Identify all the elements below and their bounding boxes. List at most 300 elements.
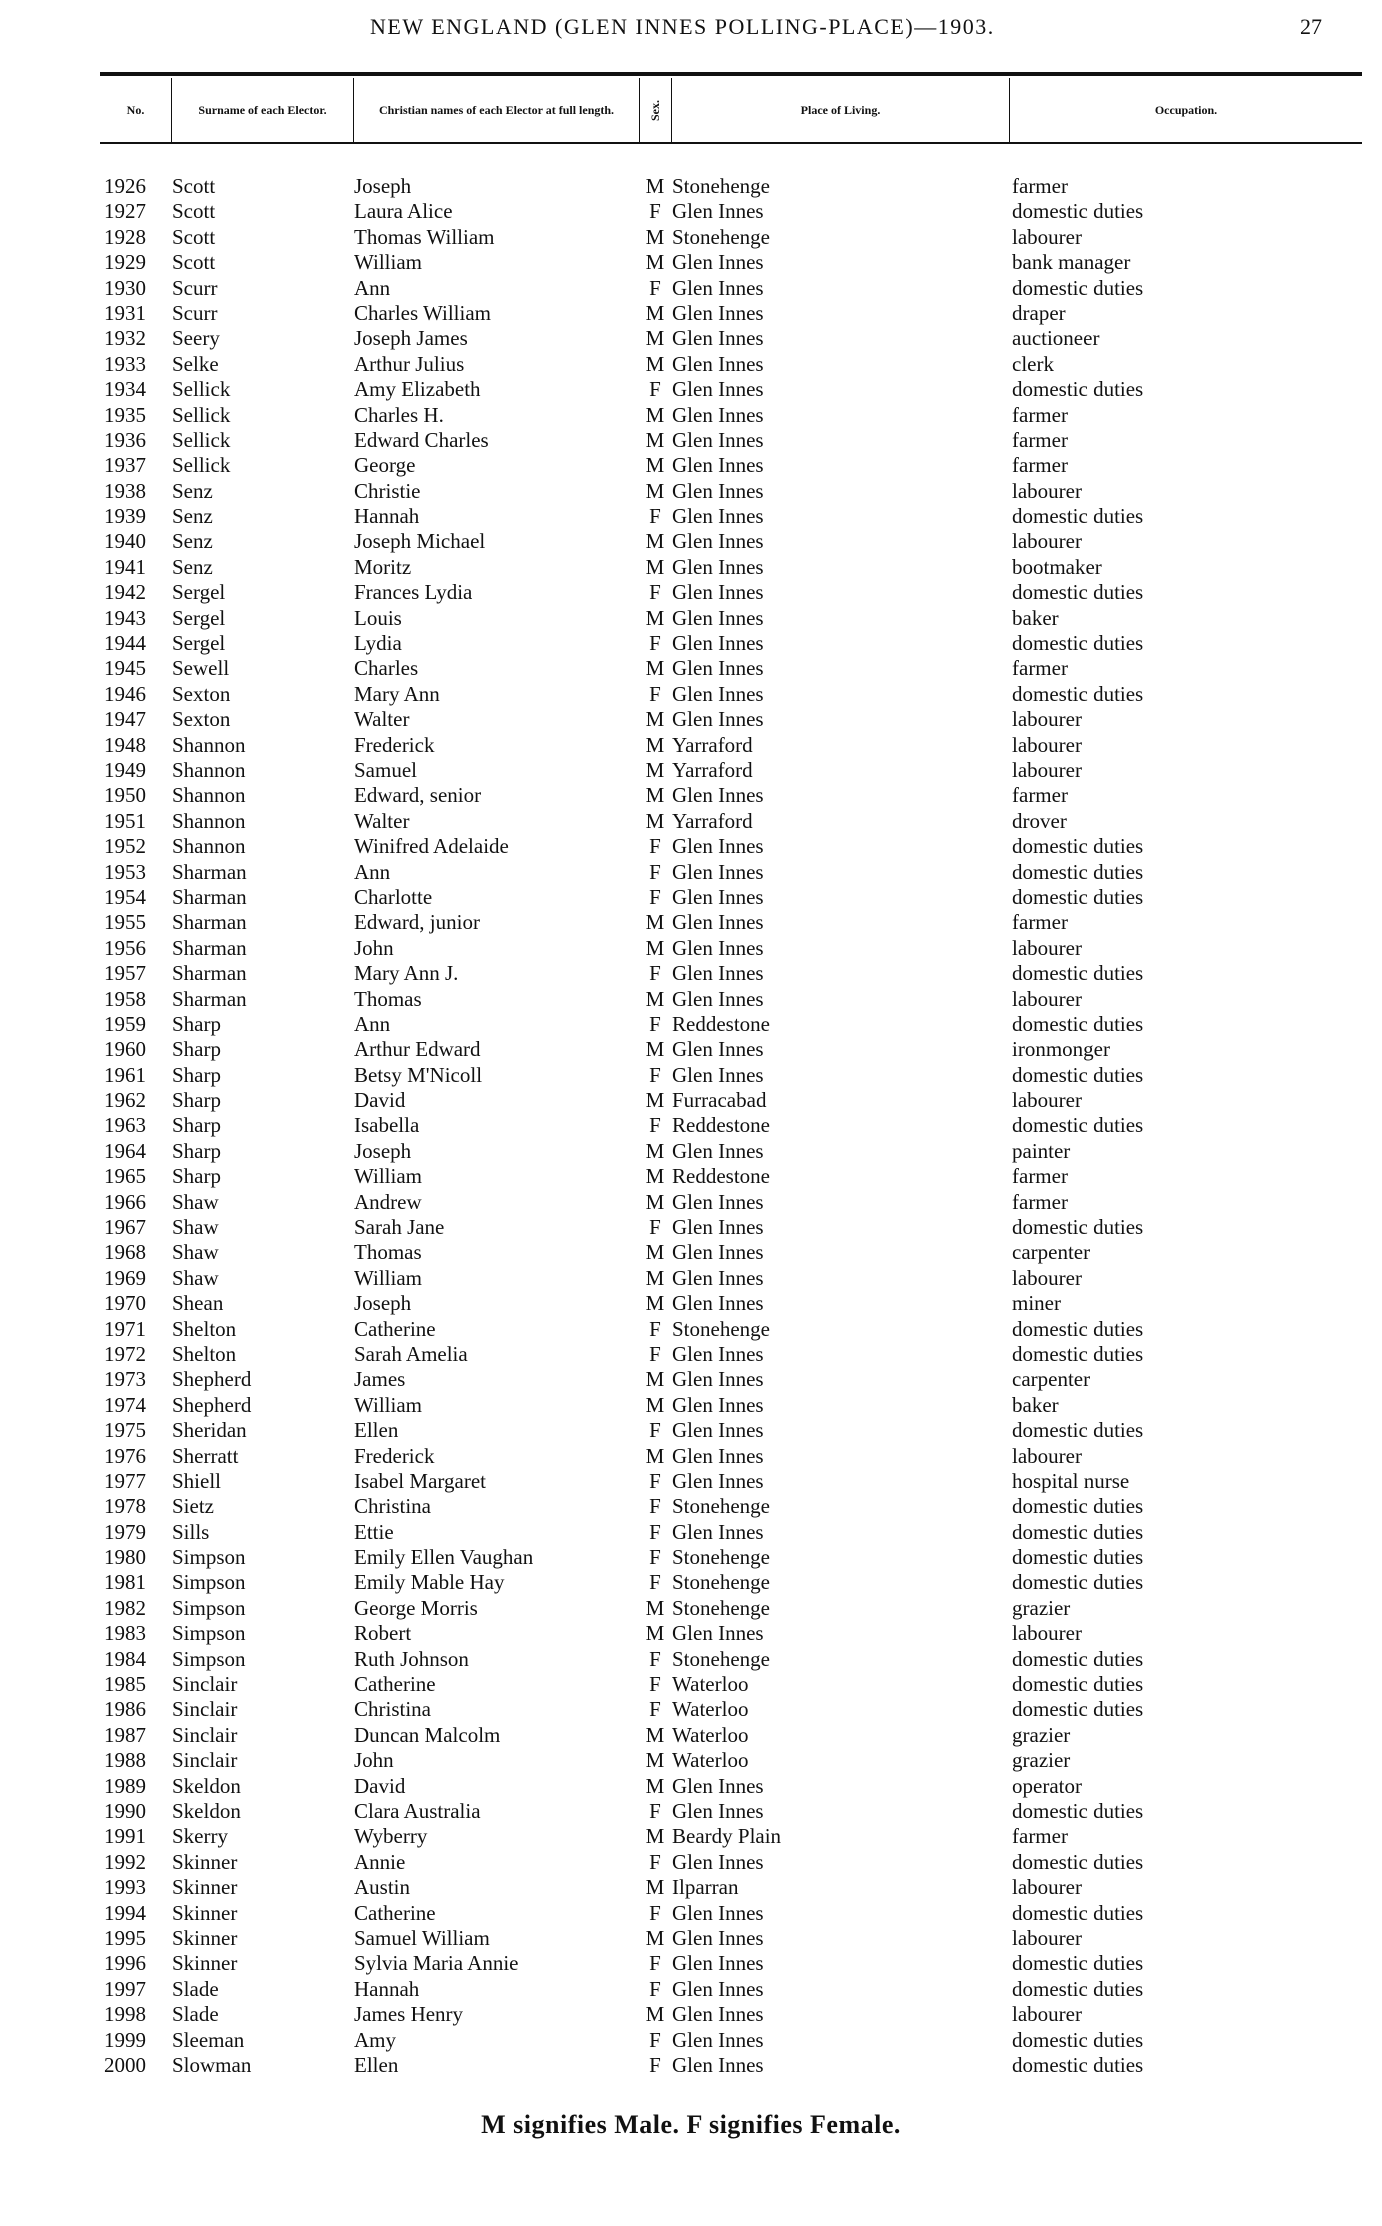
table-row — [100, 733, 1362, 758]
elector-surname: Sharp — [172, 1062, 221, 1087]
elector-occupation: domestic duties — [1012, 1545, 1144, 1570]
elector-place-of-living: Waterloo — [672, 1722, 749, 1747]
table-row — [100, 479, 1362, 504]
elector-place-of-living: Glen Innes — [672, 1189, 764, 1214]
table-row — [100, 225, 1362, 250]
table-row — [100, 1393, 1362, 1418]
elector-surname: Skinner — [172, 1849, 238, 1874]
elector-christian-names: Christina — [354, 1494, 431, 1519]
elector-sex: M — [645, 1925, 665, 1950]
column-header-surname: Surname of each Elector. — [172, 78, 354, 142]
elector-occupation: domestic duties — [1012, 1849, 1144, 1874]
elector-sex: M — [645, 910, 665, 935]
elector-surname: Sietz — [172, 1494, 214, 1519]
elector-number: 1930 — [104, 275, 146, 300]
elector-number: 2000 — [104, 2052, 146, 2077]
elector-sex: M — [645, 529, 665, 554]
table-row — [100, 199, 1362, 224]
elector-sex: M — [645, 1164, 665, 1189]
elector-occupation: labourer — [1012, 1088, 1082, 1113]
elector-christian-names: Clara Australia — [354, 1799, 481, 1823]
elector-sex: F — [649, 884, 661, 909]
table-row — [100, 1520, 1362, 1545]
elector-number: 1963 — [104, 1113, 146, 1138]
elector-number: 1948 — [104, 732, 146, 757]
elector-sex: M — [645, 554, 665, 579]
table-row — [100, 1799, 1362, 1824]
elector-sex: M — [645, 1621, 665, 1646]
elector-sex: F — [649, 2052, 661, 2077]
table-row — [100, 783, 1362, 808]
elector-place-of-living: Glen Innes — [672, 935, 764, 960]
elector-place-of-living: Glen Innes — [672, 1925, 764, 1950]
elector-number: 1938 — [104, 478, 146, 503]
elector-occupation: farmer — [1012, 174, 1068, 198]
table-row — [100, 1164, 1362, 1189]
elector-christian-names: Moritz — [354, 554, 412, 579]
elector-sex: F — [649, 1062, 661, 1087]
elector-sex: M — [645, 427, 665, 452]
elector-number: 1926 — [104, 174, 146, 198]
elector-number: 1975 — [104, 1418, 146, 1443]
elector-surname: Sexton — [172, 681, 231, 706]
elector-christian-names: Ellen — [354, 2052, 399, 2077]
elector-christian-names: Edward, junior — [354, 910, 480, 935]
elector-christian-names: Robert — [354, 1621, 412, 1646]
elector-place-of-living: Glen Innes — [672, 554, 764, 579]
elector-surname: Sinclair — [172, 1722, 238, 1747]
elector-place-of-living: Glen Innes — [672, 1392, 764, 1417]
elector-number: 1952 — [104, 834, 146, 859]
elector-sex: M — [645, 707, 665, 732]
table-row — [100, 1596, 1362, 1621]
elector-place-of-living: Ilparran — [672, 1875, 739, 1900]
elector-surname: Shannon — [172, 783, 246, 808]
elector-number: 1949 — [104, 757, 146, 782]
elector-occupation: labourer — [1012, 2002, 1082, 2027]
elector-christian-names: Catherine — [354, 1672, 436, 1697]
table-row — [100, 885, 1362, 910]
elector-place-of-living: Glen Innes — [672, 1621, 764, 1646]
elector-sex: F — [649, 1976, 661, 2001]
elector-place-of-living: Reddestone — [672, 1113, 770, 1138]
elector-christian-names: Arthur Julius — [354, 351, 465, 376]
table-row — [100, 809, 1362, 834]
elector-surname: Sharp — [172, 1088, 221, 1113]
elector-place-of-living: Glen Innes — [672, 1443, 764, 1468]
elector-surname: Slade — [172, 2002, 219, 2027]
elector-occupation: domestic duties — [1012, 1494, 1144, 1519]
elector-christian-names: Andrew — [354, 1189, 422, 1214]
elector-surname: Senz — [172, 529, 213, 554]
elector-surname: Sellick — [172, 427, 231, 452]
elector-occupation: domestic duties — [1012, 1951, 1144, 1976]
table-row — [100, 1697, 1362, 1722]
table-row — [100, 1037, 1362, 1062]
elector-number: 1961 — [104, 1062, 146, 1087]
table-row — [100, 1774, 1362, 1799]
elector-sex: M — [645, 453, 665, 478]
elector-surname: Sills — [172, 1519, 210, 1544]
elector-surname: Sergel — [172, 605, 226, 630]
elector-sex: F — [649, 1418, 661, 1443]
elector-surname: Scurr — [172, 275, 218, 300]
elector-place-of-living: Yarraford — [672, 808, 753, 833]
elector-place-of-living: Glen Innes — [672, 631, 764, 656]
elector-number: 1934 — [104, 377, 146, 402]
elector-surname: Sexton — [172, 707, 231, 732]
table-row — [100, 1977, 1362, 2002]
table-row — [100, 1901, 1362, 1926]
elector-place-of-living: Glen Innes — [672, 1418, 764, 1443]
elector-occupation: bank manager — [1012, 250, 1131, 275]
top-rule — [100, 72, 1362, 76]
elector-christian-names: Samuel — [354, 757, 417, 782]
elector-occupation: domestic duties — [1012, 580, 1144, 605]
elector-place-of-living: Glen Innes — [672, 1215, 764, 1240]
elector-christian-names: Laura Alice — [354, 199, 453, 224]
elector-occupation: labourer — [1012, 1875, 1082, 1900]
elector-place-of-living: Glen Innes — [672, 1138, 764, 1163]
elector-surname: Shaw — [172, 1265, 219, 1290]
column-header-no: No. — [100, 78, 172, 142]
elector-sex: M — [645, 1824, 665, 1849]
elector-occupation: labourer — [1012, 1925, 1082, 1950]
elector-surname: Shannon — [172, 808, 246, 833]
table-row — [100, 1570, 1362, 1595]
elector-number: 1942 — [104, 580, 146, 605]
elector-place-of-living: Glen Innes — [672, 2027, 764, 2052]
elector-number: 1992 — [104, 1849, 146, 1874]
elector-occupation: domestic duties — [1012, 377, 1144, 402]
elector-christian-names: Thomas — [354, 1240, 422, 1265]
table-row — [100, 1875, 1362, 1900]
column-header-sex-label: Sex. — [648, 99, 662, 121]
elector-surname: Skinner — [172, 1875, 238, 1900]
elector-occupation: labourer — [1012, 707, 1082, 732]
elector-number: 1957 — [104, 961, 146, 986]
elector-number: 1981 — [104, 1570, 146, 1595]
elector-sex: F — [649, 1494, 661, 1519]
table-row — [100, 453, 1362, 478]
elector-surname: Skinner — [172, 1900, 238, 1925]
elector-place-of-living: Waterloo — [672, 1672, 749, 1697]
elector-christian-names: Edward Charles — [354, 427, 489, 452]
table-row — [100, 910, 1362, 935]
elector-place-of-living: Glen Innes — [672, 1240, 764, 1265]
table-row — [100, 1139, 1362, 1164]
elector-christian-names: Louis — [354, 605, 402, 630]
elector-occupation: clerk — [1012, 351, 1054, 376]
elector-sex: F — [649, 2027, 661, 2052]
table-row — [100, 961, 1362, 986]
elector-christian-names: Ann — [354, 275, 391, 300]
elector-number: 1997 — [104, 1976, 146, 2001]
elector-surname: Shannon — [172, 732, 246, 757]
elector-christian-names: Winifred Adelaide — [354, 834, 509, 859]
elector-sex: F — [649, 1900, 661, 1925]
elector-occupation: labourer — [1012, 224, 1082, 249]
elector-surname: Scott — [172, 174, 216, 198]
elector-place-of-living: Stonehenge — [672, 174, 770, 198]
elector-surname: Sellick — [172, 377, 231, 402]
table-row — [100, 1748, 1362, 1773]
elector-christian-names: Duncan Malcolm — [354, 1722, 501, 1747]
elector-sex: M — [645, 1037, 665, 1062]
elector-christian-names: Edward, senior — [354, 783, 482, 808]
elector-christian-names: Ettie — [354, 1519, 394, 1544]
elector-sex: F — [649, 1011, 661, 1036]
elector-occupation: domestic duties — [1012, 1646, 1144, 1671]
elector-surname: Skeldon — [172, 1799, 241, 1823]
elector-occupation: carpenter — [1012, 1240, 1091, 1265]
elector-occupation: baker — [1012, 1392, 1059, 1417]
elector-sex: M — [645, 757, 665, 782]
elector-occupation: farmer — [1012, 1164, 1068, 1189]
elector-sex: M — [645, 402, 665, 427]
elector-sex: F — [649, 631, 661, 656]
elector-surname: Shannon — [172, 757, 246, 782]
elector-occupation: domestic duties — [1012, 1113, 1144, 1138]
elector-christian-names: William — [354, 1164, 422, 1189]
elector-number: 1939 — [104, 504, 146, 529]
elector-sex: M — [645, 1189, 665, 1214]
elector-number: 1962 — [104, 1088, 146, 1113]
elector-place-of-living: Glen Innes — [672, 427, 764, 452]
table-row — [100, 326, 1362, 351]
elector-place-of-living: Stonehenge — [672, 1316, 770, 1341]
elector-christian-names: Joseph — [354, 1291, 412, 1316]
elector-surname: Skeldon — [172, 1773, 241, 1798]
table-row — [100, 555, 1362, 580]
elector-number: 1972 — [104, 1341, 146, 1366]
table-row — [100, 250, 1362, 275]
elector-number: 1973 — [104, 1367, 146, 1392]
elector-christian-names: David — [354, 1088, 406, 1113]
table-row — [100, 1647, 1362, 1672]
elector-surname: Shelton — [172, 1316, 237, 1341]
elector-occupation: auctioneer — [1012, 326, 1100, 351]
elector-number: 1991 — [104, 1824, 146, 1849]
elector-place-of-living: Glen Innes — [672, 1037, 764, 1062]
elector-number: 1965 — [104, 1164, 146, 1189]
elector-christian-names: Samuel William — [354, 1925, 490, 1950]
elector-number: 1945 — [104, 656, 146, 681]
elector-place-of-living: Stonehenge — [672, 224, 770, 249]
elector-place-of-living: Glen Innes — [672, 859, 764, 884]
elector-sex: M — [645, 1392, 665, 1417]
elector-surname: Skerry — [172, 1824, 228, 1849]
table-row — [100, 682, 1362, 707]
elector-surname: Sinclair — [172, 1672, 238, 1697]
elector-christian-names: Hannah — [354, 504, 420, 529]
elector-christian-names: Joseph Michael — [354, 529, 486, 554]
elector-occupation: domestic duties — [1012, 1672, 1144, 1697]
table-row — [100, 174, 1362, 199]
table-row — [100, 1418, 1362, 1443]
elector-occupation: farmer — [1012, 453, 1068, 478]
elector-sex: M — [645, 656, 665, 681]
elector-sex: F — [649, 1519, 661, 1544]
elector-surname: Sharp — [172, 1011, 221, 1036]
elector-surname: Sharp — [172, 1113, 221, 1138]
elector-christian-names: Lydia — [354, 631, 402, 656]
elector-christian-names: Ann — [354, 859, 391, 884]
elector-christian-names: Mary Ann J. — [354, 961, 459, 986]
elector-christian-names: Joseph — [354, 1138, 412, 1163]
table-row — [100, 2002, 1362, 2027]
elector-christian-names: Catherine — [354, 1900, 436, 1925]
elector-occupation: labourer — [1012, 986, 1082, 1011]
elector-surname: Simpson — [172, 1545, 246, 1570]
elector-place-of-living: Reddestone — [672, 1011, 770, 1036]
table-row — [100, 580, 1362, 605]
elector-number: 1955 — [104, 910, 146, 935]
elector-occupation: labourer — [1012, 1443, 1082, 1468]
elector-occupation: grazier — [1012, 1595, 1071, 1620]
elector-christian-names: Charles William — [354, 300, 491, 325]
elector-occupation: domestic duties — [1012, 961, 1144, 986]
elector-surname: Skinner — [172, 1951, 238, 1976]
elector-number: 1977 — [104, 1468, 146, 1493]
elector-rows — [100, 174, 1362, 2078]
elector-place-of-living: Glen Innes — [672, 1367, 764, 1392]
elector-occupation: domestic duties — [1012, 1341, 1144, 1366]
elector-christian-names: William — [354, 250, 422, 275]
elector-place-of-living: Glen Innes — [672, 1468, 764, 1493]
elector-sex: M — [645, 1265, 665, 1290]
table-row — [100, 1824, 1362, 1849]
elector-sex: M — [645, 351, 665, 376]
elector-number: 1974 — [104, 1392, 146, 1417]
elector-place-of-living: Glen Innes — [672, 377, 764, 402]
elector-number: 1988 — [104, 1748, 146, 1773]
elector-number: 1932 — [104, 326, 146, 351]
elector-place-of-living: Waterloo — [672, 1697, 749, 1722]
table-row — [100, 276, 1362, 301]
elector-number: 1935 — [104, 402, 146, 427]
elector-place-of-living: Glen Innes — [672, 656, 764, 681]
elector-christian-names: Walter — [354, 808, 410, 833]
table-row — [100, 1926, 1362, 1951]
elector-christian-names: Frederick — [354, 732, 435, 757]
elector-number: 1979 — [104, 1519, 146, 1544]
column-header-row — [100, 78, 1362, 144]
elector-surname: Sewell — [172, 656, 230, 681]
elector-christian-names: Annie — [354, 1849, 406, 1874]
elector-place-of-living: Glen Innes — [672, 580, 764, 605]
elector-christian-names: Frederick — [354, 1443, 435, 1468]
table-row — [100, 1723, 1362, 1748]
elector-sex: M — [645, 174, 665, 198]
elector-christian-names: Walter — [354, 707, 410, 732]
elector-number: 1984 — [104, 1646, 146, 1671]
elector-number: 1947 — [104, 707, 146, 732]
elector-number: 1937 — [104, 453, 146, 478]
elector-surname: Sharman — [172, 884, 247, 909]
elector-number: 1998 — [104, 2002, 146, 2027]
elector-place-of-living: Glen Innes — [672, 504, 764, 529]
table-row — [100, 1291, 1362, 1316]
elector-surname: Shepherd — [172, 1367, 252, 1392]
elector-surname: Sherratt — [172, 1443, 239, 1468]
table-row — [100, 987, 1362, 1012]
elector-number: 1985 — [104, 1672, 146, 1697]
elector-surname: Sharp — [172, 1037, 221, 1062]
elector-occupation: domestic duties — [1012, 884, 1144, 909]
table-row — [100, 758, 1362, 783]
table-row — [100, 1240, 1362, 1265]
elector-occupation: domestic duties — [1012, 199, 1144, 224]
elector-number: 1966 — [104, 1189, 146, 1214]
elector-christian-names: George — [354, 453, 416, 478]
elector-sex: M — [645, 1875, 665, 1900]
elector-number: 1928 — [104, 224, 146, 249]
elector-christian-names: Sarah Jane — [354, 1215, 445, 1240]
elector-number: 1953 — [104, 859, 146, 884]
table-row — [100, 1113, 1362, 1138]
elector-number: 1995 — [104, 1925, 146, 1950]
page-header — [0, 14, 1382, 54]
elector-place-of-living: Glen Innes — [672, 402, 764, 427]
elector-occupation: miner — [1012, 1291, 1061, 1316]
elector-place-of-living: Glen Innes — [672, 275, 764, 300]
elector-christian-names: James Henry — [354, 2002, 464, 2027]
elector-sex: F — [649, 1113, 661, 1138]
table-row — [100, 529, 1362, 554]
elector-sex: F — [649, 834, 661, 859]
elector-number: 1940 — [104, 529, 146, 554]
elector-number: 1933 — [104, 351, 146, 376]
elector-sex: M — [645, 326, 665, 351]
table-row — [100, 860, 1362, 885]
elector-sex: M — [645, 1595, 665, 1620]
elector-surname: Senz — [172, 504, 213, 529]
elector-place-of-living: Yarraford — [672, 732, 753, 757]
elector-occupation: domestic duties — [1012, 1418, 1144, 1443]
table-row — [100, 1850, 1362, 1875]
elector-christian-names: Betsy M'Nicoll — [354, 1062, 483, 1087]
table-row — [100, 1367, 1362, 1392]
table-row — [100, 834, 1362, 859]
elector-place-of-living: Waterloo — [672, 1748, 749, 1773]
elector-place-of-living: Furracabad — [672, 1088, 767, 1113]
elector-place-of-living: Glen Innes — [672, 605, 764, 630]
elector-number: 1958 — [104, 986, 146, 1011]
elector-christian-names: Sarah Amelia — [354, 1341, 468, 1366]
table-row — [100, 1621, 1362, 1646]
elector-sex: F — [649, 1570, 661, 1595]
elector-occupation: labourer — [1012, 732, 1082, 757]
elector-place-of-living: Glen Innes — [672, 1265, 764, 1290]
elector-sex: M — [645, 478, 665, 503]
elector-christian-names: John — [354, 1748, 394, 1773]
elector-surname: Seery — [172, 326, 220, 351]
table-row — [100, 1190, 1362, 1215]
table-row — [100, 1266, 1362, 1291]
elector-occupation: farmer — [1012, 402, 1068, 427]
table-row — [100, 1545, 1362, 1570]
elector-occupation: carpenter — [1012, 1367, 1091, 1392]
table-row — [100, 1317, 1362, 1342]
elector-surname: Shiell — [172, 1468, 222, 1493]
elector-christian-names: Austin — [354, 1875, 411, 1900]
elector-christian-names: Charles — [354, 656, 419, 681]
elector-sex: F — [649, 504, 661, 529]
table-row — [100, 352, 1362, 377]
table-row — [100, 1494, 1362, 1519]
table-row — [100, 377, 1362, 402]
